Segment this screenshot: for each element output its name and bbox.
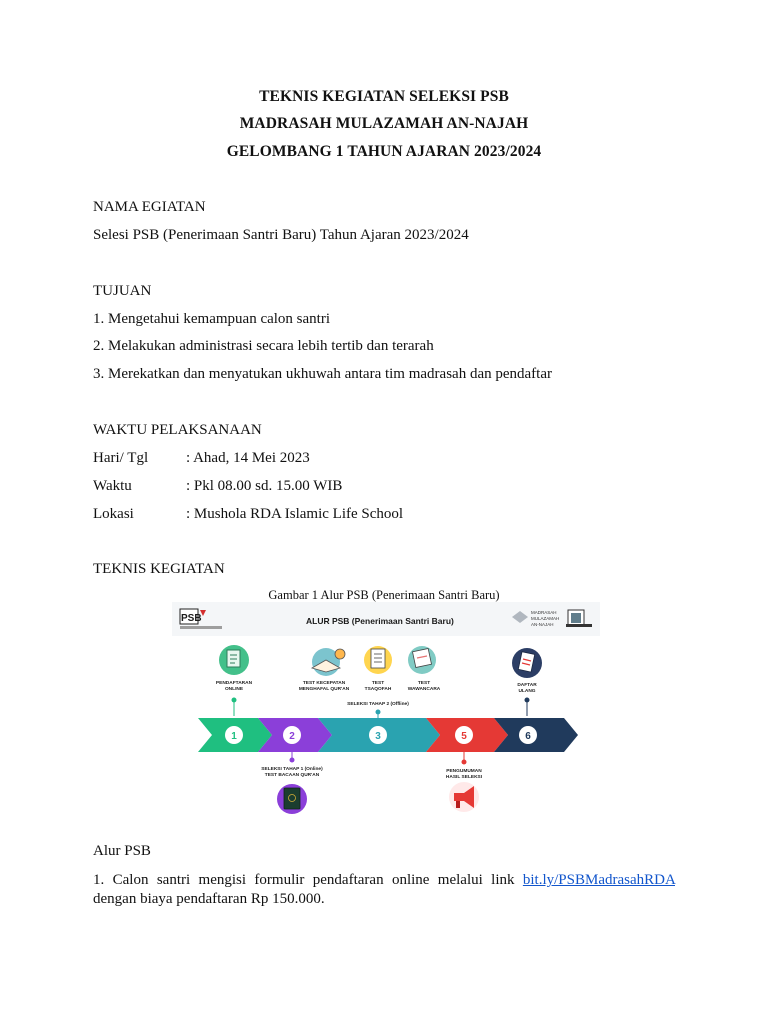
alur-psb-infographic <box>172 602 600 830</box>
label-pendaftaran-2: ONLINE <box>224 687 244 692</box>
madrasah-logo-line-1: MADRASAH <box>531 610 557 615</box>
pendaftaran-online-icon <box>219 645 249 675</box>
step-number-1: 1 <box>231 731 237 742</box>
label-pengumuman-1: PENGUMUMAN <box>446 769 482 774</box>
heading-alur: Alur PSB <box>93 843 151 859</box>
madrasah-logo-line-3: AN-NAJAH <box>531 622 554 627</box>
doc-title-1: TEKNIS KEGIATAN SELEKSI PSB <box>259 88 509 105</box>
label-tsaqofah-2: TSAQOFAH <box>364 687 392 692</box>
alur-p1-after: dengan biaya pendaftaran Rp 150.000. <box>93 891 325 907</box>
test-hafalan-icon <box>312 648 345 676</box>
value-waktu: : Pkl 08.00 sd. 15.00 WIB <box>186 478 343 494</box>
megaphone-icon <box>449 782 479 812</box>
label-waktu: Waktu <box>93 478 132 494</box>
value-lokasi: : Mushola RDA Islamic Life School <box>186 506 404 522</box>
label-daftar-1: DAFTAR <box>517 683 537 688</box>
step-number-2: 2 <box>289 731 295 742</box>
heading-nama-kegiatan: NAMA EGIATAN <box>93 199 206 215</box>
label-hafalan-2: MENGHAFAL QUR'AN <box>298 687 350 692</box>
label-tahap1-2: TEST BACAAN QUR'AN <box>264 773 320 778</box>
label-wawancara-2: WAWANCARA <box>407 687 441 692</box>
value-hari: : Ahad, 14 Mei 2023 <box>186 450 310 466</box>
figure-caption: Gambar 1 Alur PSB (Penerimaan Santri Baru) <box>268 588 500 602</box>
test-wawancara-icon <box>408 646 436 674</box>
test-tsaqofah-icon <box>364 646 392 674</box>
quran-icon <box>277 784 307 814</box>
doc-title-2: MADRASAH MULAZAMAH AN-NAJAH <box>239 115 529 132</box>
registration-link[interactable]: bit.ly/PSBMadrasahRDA <box>522 872 675 888</box>
heading-teknis: TEKNIS KEGIATAN <box>93 561 225 577</box>
step-number-6: 6 <box>525 731 531 742</box>
nama-kegiatan-text: Selesi PSB (Penerimaan Santri Baru) Tahun Ajaran 2023/2024 <box>93 227 469 243</box>
label-pendaftaran-1: PENDAFTARAN <box>215 681 253 686</box>
heading-tujuan: TUJUAN <box>93 283 152 299</box>
label-hafalan-1: TEST KECEPATAN <box>302 681 346 686</box>
alur-paragraph-1 <box>93 871 675 909</box>
tujuan-item-2: 2. Melakukan administrasi secara lebih tertib dan terarah <box>93 338 434 354</box>
label-hari: Hari/ Tgl <box>93 450 149 466</box>
label-tahap2: SELEKSI TAHAP 2 (Offline) <box>347 702 409 707</box>
label-lokasi: Lokasi <box>93 506 134 522</box>
madrasah-logo-line-2: MULAZAMAH <box>531 616 560 621</box>
label-wawancara-1: TEST <box>417 681 431 686</box>
daftar-ulang-icon <box>512 648 542 678</box>
heading-waktu: WAKTU PELAKSANAAN <box>93 422 262 438</box>
step-number-5: 5 <box>461 731 467 742</box>
tujuan-item-3: 3. Merekatkan dan menyatukan ukhuwah antara tim madrasah dan pendaftar <box>93 366 552 382</box>
psb-logo-text: PSB <box>181 613 202 624</box>
label-daftar-2: ULANG <box>518 689 536 694</box>
label-tahap1-1: SELEKSI TAHAP 1 (Online) <box>261 767 323 772</box>
figure-title: ALUR PSB (Penerimaan Santri Baru) <box>306 616 454 626</box>
tujuan-item-1: 1. Mengetahui kemampuan calon santri <box>93 311 331 327</box>
step-number-3: 3 <box>375 731 381 742</box>
alur-p1-text: 1. Calon santri mengisi formulir pendaftaran online melalui link <box>93 872 523 888</box>
label-pengumuman-2: HASIL SELEKSI <box>445 775 483 780</box>
label-tsaqofah-1: TEST <box>371 681 385 686</box>
doc-title-3: GELOMBANG 1 TAHUN AJARAN 2023/2024 <box>226 143 542 160</box>
